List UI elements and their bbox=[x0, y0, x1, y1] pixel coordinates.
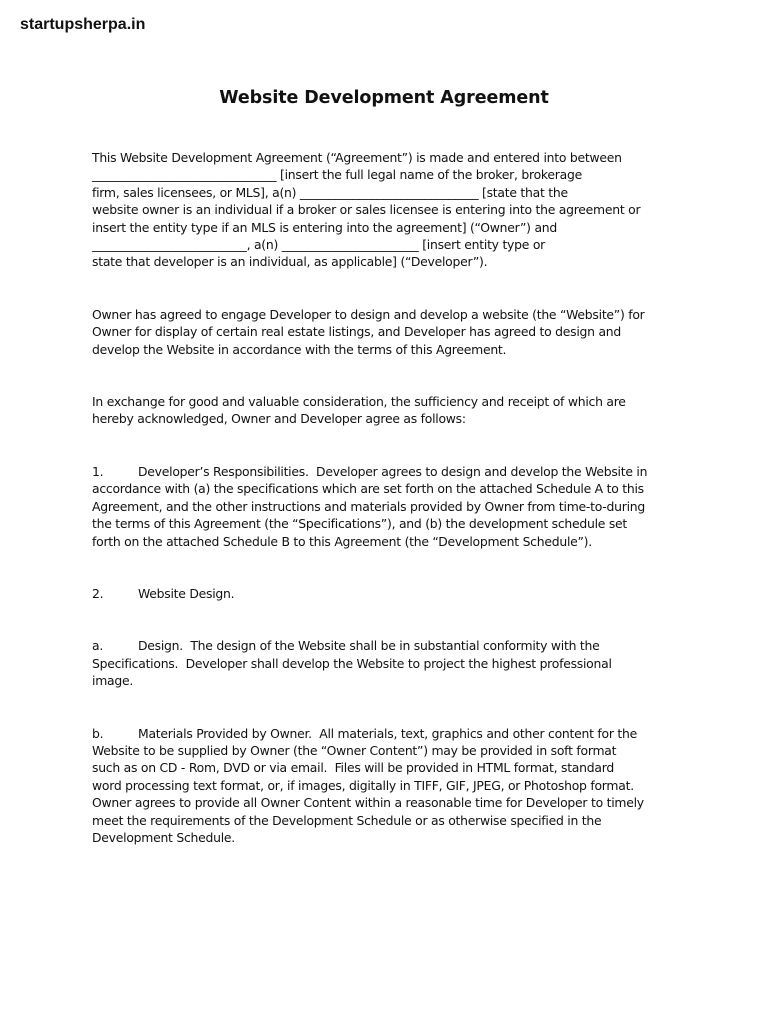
paragraph-spacer bbox=[92, 690, 678, 725]
clause-b-line: Development Schedule. bbox=[92, 829, 235, 845]
recital-line: develop the Website in accordance with the terms of this Agreement. bbox=[92, 341, 507, 357]
section-1-first-line-text: Developer’s Responsibilities. Developer agrees to design and develop the Website in bbox=[138, 463, 648, 479]
section-1-number: 1. bbox=[92, 463, 104, 479]
consideration-paragraph bbox=[92, 393, 678, 428]
preamble-line: This Website Development Agreement (“Agreement”) is made and entered into between bbox=[92, 150, 622, 165]
clause-a-line: Specifications. Developer shall develop the Website to project the highest professional bbox=[92, 655, 612, 671]
paragraph-spacer bbox=[92, 271, 678, 306]
recital-paragraph bbox=[92, 306, 678, 358]
section-2-heading bbox=[92, 585, 678, 602]
clause-b-first-line bbox=[92, 725, 678, 742]
clause-a-first-line-text: Design. The design of the Website shall be in substantial conformity with the bbox=[138, 638, 600, 654]
preamble-line: __________________________, a(n) _______________________ [insert entity type or bbox=[92, 237, 545, 253]
clause-b-paragraph bbox=[92, 725, 678, 847]
clause-b-line: Owner agrees to provide all Owner Content within a reasonable time for Developer to timely bbox=[92, 795, 644, 811]
recital-line: Owner for display of certain real estate listings, and Developer has agreed to design and bbox=[92, 324, 622, 340]
paragraph-spacer bbox=[92, 550, 678, 585]
site-watermark: startupsherpa.in bbox=[20, 16, 146, 33]
preamble-line: firm, sales licensees, or MLS], a(n) ______________________________ [state that the bbox=[92, 184, 568, 200]
clause-b-line: Website to be supplied by Owner (the “Owner Content”) may be provided in soft format bbox=[92, 742, 617, 758]
preamble-line: _______________________________ [insert the full legal name of the broker, brokerage bbox=[92, 167, 582, 183]
clause-b-label: b. bbox=[92, 725, 104, 741]
paragraph-spacer bbox=[92, 602, 678, 637]
clause-a-line: image. bbox=[92, 673, 134, 689]
consideration-line: In exchange for good and valuable consideration, the sufficiency and receipt of which are bbox=[92, 394, 626, 410]
paragraph-spacer bbox=[92, 358, 678, 393]
section-1-line: Agreement, and the other instructions and materials provided by Owner from time-to-during bbox=[92, 498, 645, 514]
section-2-heading-line bbox=[92, 585, 678, 602]
clause-b-line: such as on CD - Rom, DVD or via email. Files will be provided in HTML format, standard bbox=[92, 760, 614, 776]
document-body bbox=[92, 149, 678, 846]
section-2-heading-text: Website Design. bbox=[138, 585, 235, 601]
section-1-line: accordance with (a) the specifications which are set forth on the attached Schedule A to this bbox=[92, 481, 644, 497]
paragraph-spacer bbox=[92, 428, 678, 463]
consideration-line: hereby acknowledged, Owner and Developer agree as follows: bbox=[92, 411, 466, 427]
section-1-paragraph bbox=[92, 463, 678, 550]
preamble-line: state that developer is an individual, as applicable] (“Developer”). bbox=[92, 254, 488, 270]
document-title: Website Development Agreement bbox=[219, 88, 549, 108]
clause-a-paragraph bbox=[92, 637, 678, 689]
clause-b-first-line-text: Materials Provided by Owner. All materials, text, graphics and other content for the bbox=[138, 725, 637, 741]
section-1-line: forth on the attached Schedule B to this Agreement (the “Development Schedule”). bbox=[92, 533, 592, 549]
clause-a-first-line bbox=[92, 637, 678, 654]
preamble-line: website owner is an individual if a broker or sales licensee is entering into the agreement or bbox=[92, 202, 641, 218]
recital-line: Owner has agreed to engage Developer to design and develop a website (the “Website”) for bbox=[92, 306, 645, 322]
section-1-line: the terms of this Agreement (the “Specifications”), and (b) the development schedule set bbox=[92, 516, 628, 532]
preamble-paragraph bbox=[92, 149, 678, 271]
clause-a-label: a. bbox=[92, 638, 104, 654]
clause-b-line: word processing text format, or, if images, digitally in TIFF, GIF, JPEG, or Photoshop format. bbox=[92, 777, 634, 793]
section-2-number: 2. bbox=[92, 585, 104, 601]
preamble-line: insert the entity type if an MLS is entering into the agreement] (“Owner”) and bbox=[92, 219, 558, 235]
clause-b-line: meet the requirements of the Development Schedule or as otherwise specified in the bbox=[92, 812, 602, 828]
section-1-first-line bbox=[92, 463, 678, 480]
